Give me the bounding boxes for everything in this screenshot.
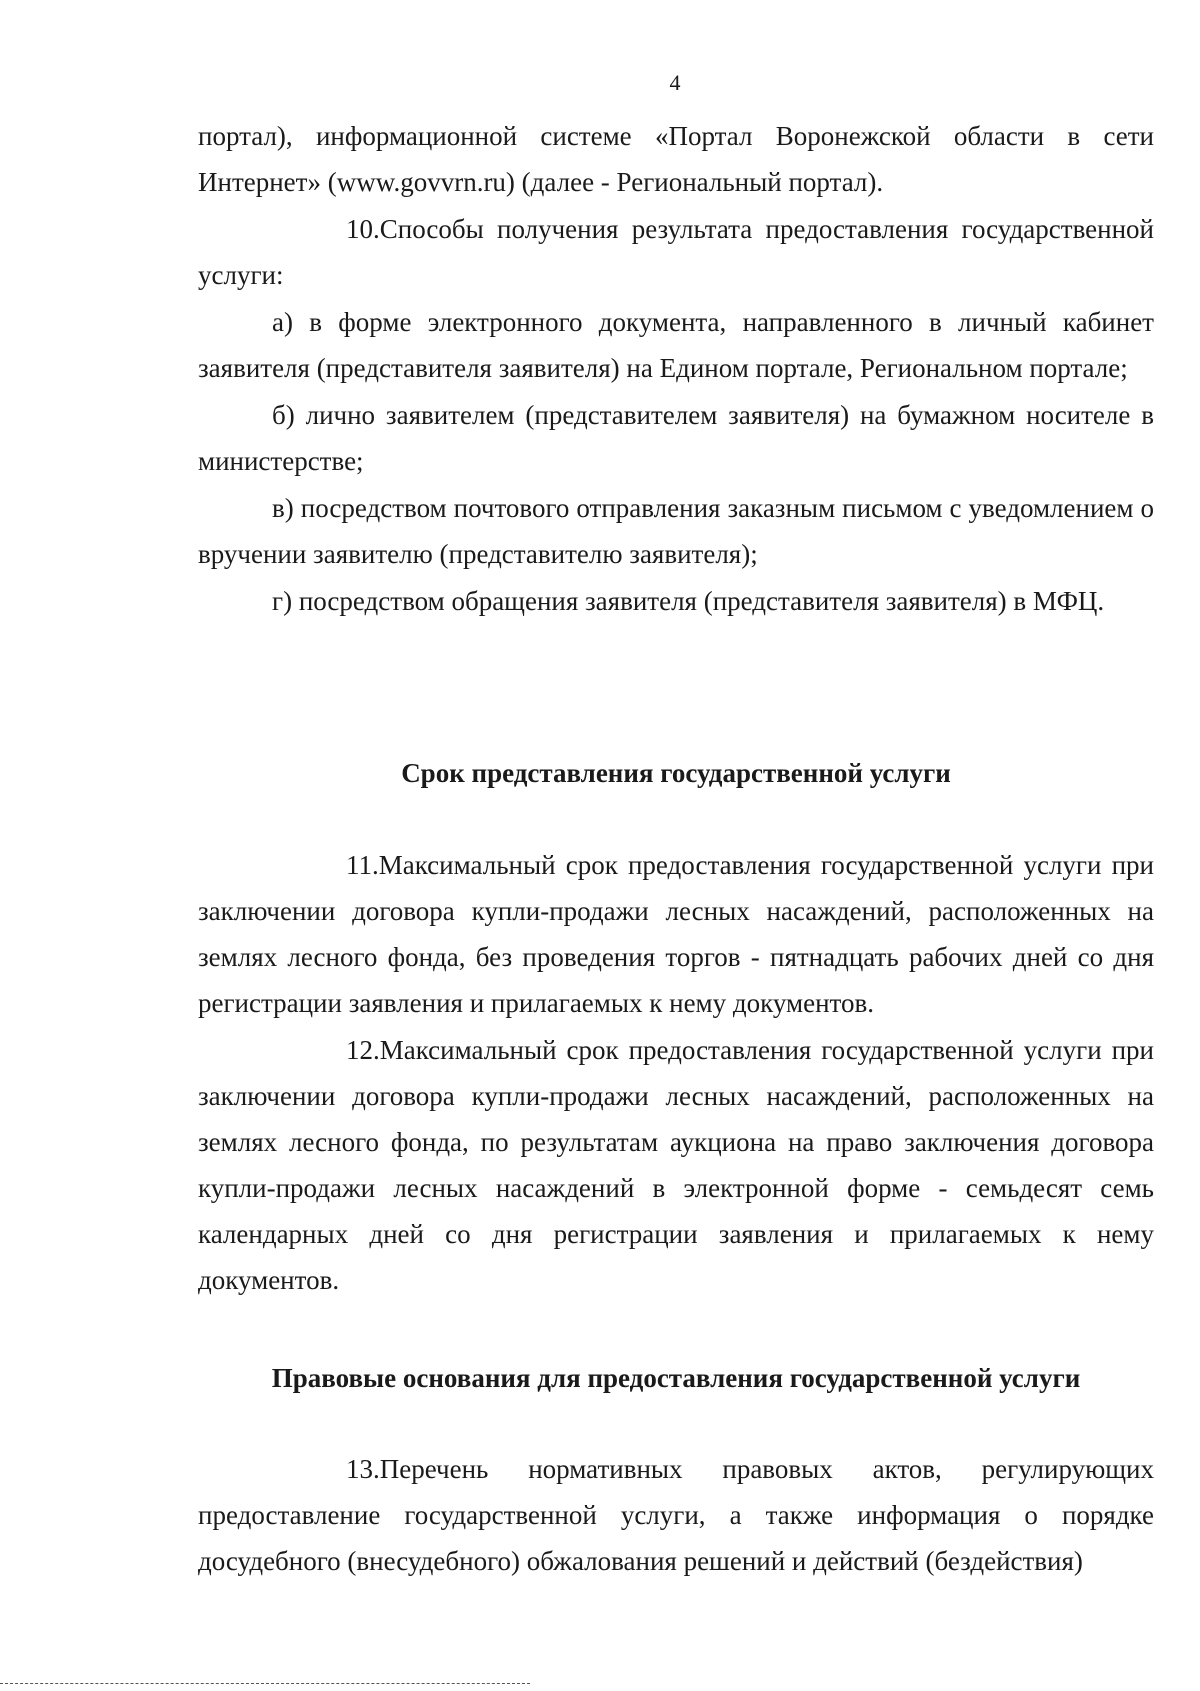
text-block-legal [198, 1446, 1154, 1584]
text-block-services [198, 113, 1154, 624]
paragraph-12 [198, 1027, 1154, 1303]
paragraph-number: 11. [346, 850, 379, 880]
paragraph-text: Способы получения результата предоставления государственной услуги: [198, 214, 1154, 290]
section-heading-term [198, 750, 1154, 796]
text-block-term [198, 842, 1154, 1303]
footer-rule [0, 1683, 530, 1684]
paragraph-10-a: а) в форме электронного документа, направленного в личный кабинет заявителя (представителя заявителя) на Едином портале, Региональном портале; [198, 307, 1154, 383]
section-heading: Правовые основания для предоставления государственной услуги [271, 1363, 1081, 1393]
section-heading: Срок представления государственной услуги [401, 758, 951, 788]
paragraph-text: Максимальный срок предоставления государственной услуги при заключении договора купли-продажи лесных насаждений, расположенных на землях лесного фонда, по результатам аукциона на право заключения договора купли-продажи лесных насаждений в электронной форме - семьдесят семь календарных дней со дня регистрации заявления и прилагаемых к нему документов. [198, 1035, 1154, 1295]
paragraph-10 [198, 206, 1154, 298]
paragraph-number: 12. [346, 1035, 380, 1065]
paragraph-text: Максимальный срок предоставления государственной услуги при заключении договора купли-продажи лесных насаждений, расположенных на землях лесного фонда, без проведения торгов - пятнадцать рабочих дней со дня регистрации заявления и прилагаемых к нему документов. [198, 850, 1154, 1018]
section-heading-legal [198, 1355, 1154, 1401]
paragraph-10-v: в) посредством почтового отправления заказным письмом с уведомлением о вручении заявителю (представителю заявителя); [198, 493, 1154, 569]
page-number: 4 [669, 70, 681, 95]
paragraph-number: 13. [346, 1454, 380, 1484]
paragraph-continuation: портал), информационной системе «Портал Воронежской области в сети Интернет» (www.govvrn.ru) (далее - Региональный портал). [198, 121, 1154, 197]
paragraph-text: Перечень нормативных правовых актов, регулирующих предоставление государственной услуги, а также информация о порядке досудебного (внесудебного) обжалования решений и действий (бездействия) [198, 1454, 1154, 1576]
paragraph-10-b: б) лично заявителем (представителем заявителя) на бумажном носителе в министерстве; [198, 400, 1154, 476]
paragraph-13 [198, 1446, 1154, 1584]
paragraph-11 [198, 842, 1154, 1026]
paragraph-number: 10. [346, 214, 380, 244]
paragraph-10-g: г) посредством обращения заявителя (представителя заявителя) в МФЦ. [272, 586, 1105, 616]
